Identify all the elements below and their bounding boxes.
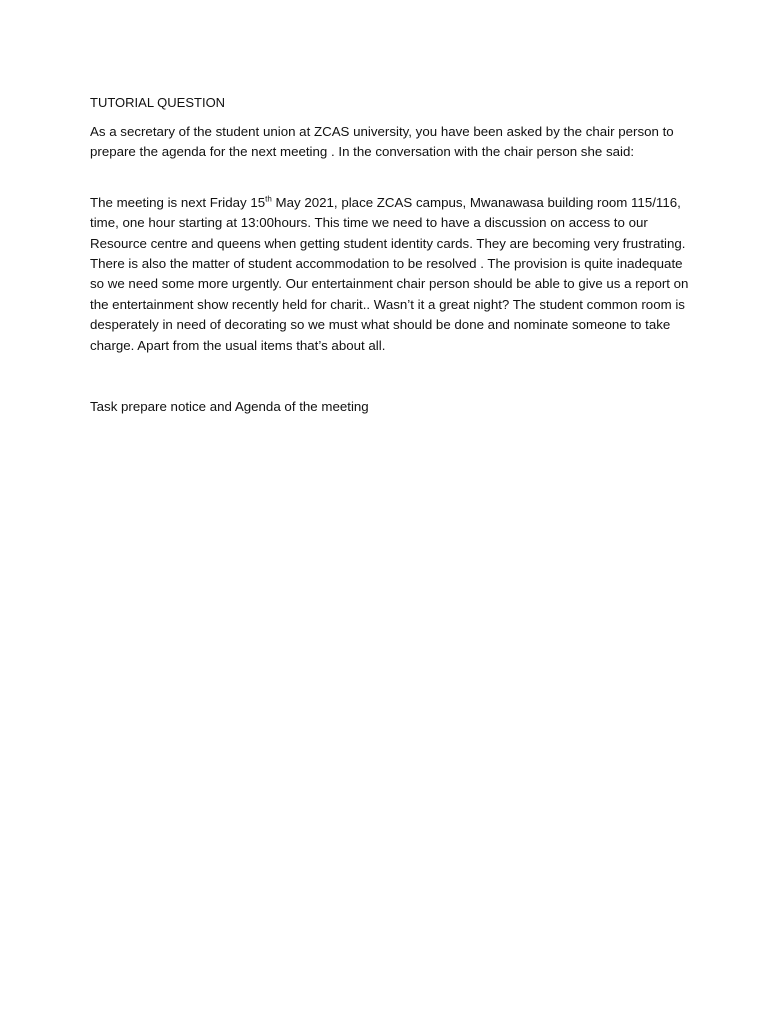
meeting-details-paragraph [90, 193, 690, 356]
date-ordinal-suffix: th [265, 194, 272, 204]
meeting-details-part1: The meeting is next Friday 15 [90, 194, 266, 210]
document-heading: TUTORIAL QUESTION [90, 95, 226, 110]
intro-paragraph: As a secretary of the student union at ZCAS university, you have been asked by the chair person to prepare the agenda for the next meeting . In the conversation with the chair person she said: [90, 124, 674, 160]
document-content [90, 94, 690, 417]
paragraph-spacer [90, 356, 690, 397]
task-paragraph: Task prepare notice and Agenda of the meeting [90, 399, 369, 415]
meeting-details-part2: May 2021, place ZCAS campus, Mwanawasa building room 115/116, time, one hour starting at 13:00hours. This time we need to have a discussion on access to our Resource centre and queens when getting student identity cards. They are becoming very frustrating. There is also the matter of student accommodation to be resolved . The provision is quite inadequate so we need some more urgently. Our entertainment chair person should be able to give us a report on the entertainment show recently held for charit.. Wasn’t it a great night? The student common room is desperately in need of decorating so we must what should be done and nominate someone to take charge. Apart from the usual items that’s about all. [90, 194, 689, 353]
paragraph-spacer [90, 163, 690, 193]
